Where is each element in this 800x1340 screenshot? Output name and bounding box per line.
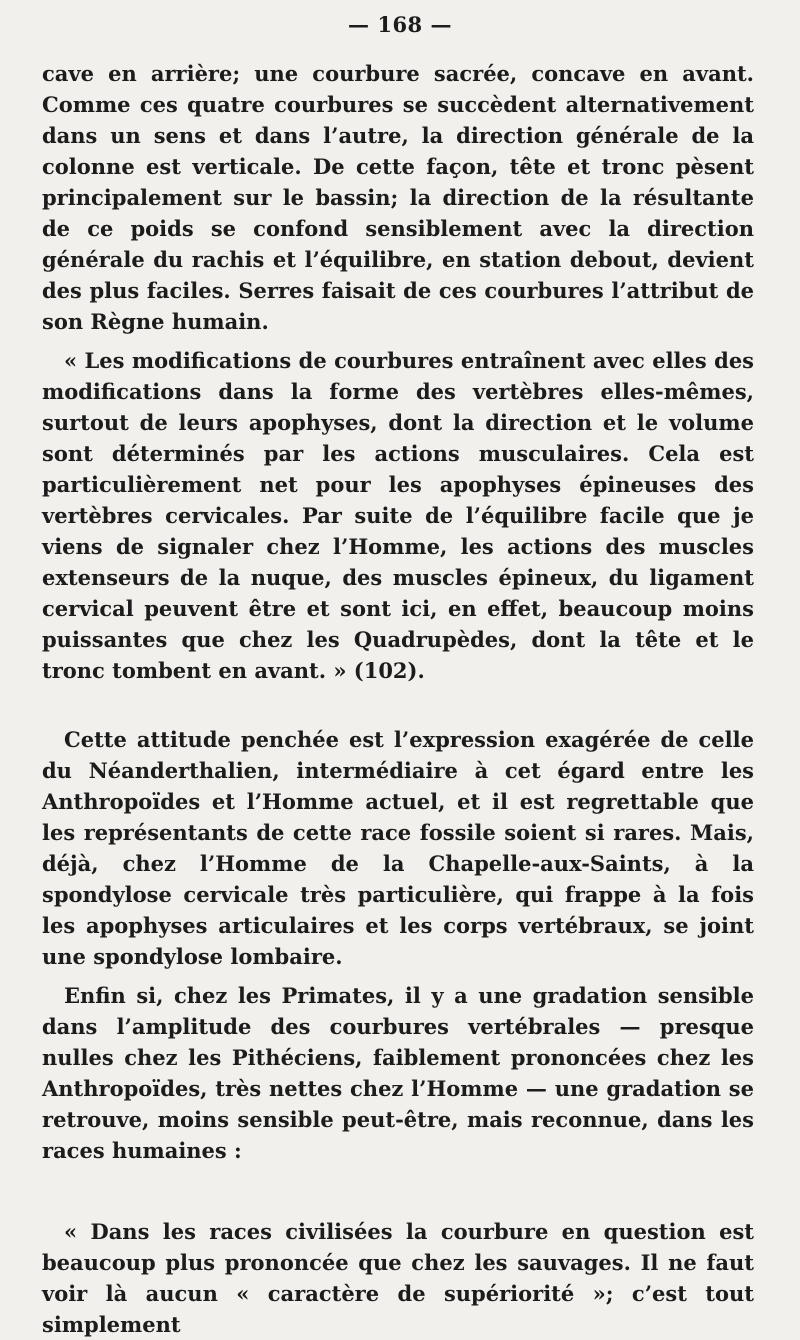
paragraph-1: cave en arrière; une courbure sacrée, concave en avant. Comme ces quatre courbures se succèdent alternativement dans un sens et dans l’autre, la direction générale de la colonne est verticale. De cette façon, tête et tronc pèsent principalement sur le bassin; la direction de la résultante de ce poids se confond sensiblement avec la direction générale du rachis et l’équilibre, en station debout, devient des plus faciles. Serres faisait de ces courbures l’attribut de son Règne humain.: [42, 61, 754, 334]
page-body: [42, 58, 754, 1340]
page-number: — 168 —: [348, 12, 452, 37]
paragraph-3: Cette attitude penchée est l’expression exagérée de celle du Néanderthalien, intermédiaire à cet égard entre les Anthropoïdes et l’Homme actuel, et il est regrettable que les représentants de cette race fossile soient si rares. Mais, déjà, chez l’Homme de la Chapelle-aux-Saints, à la spondylose cervicale très particulière, qui frappe à la fois les apophyses articulaires et les corps vertébraux, se joint une spondylose lombaire.: [42, 727, 754, 969]
paragraph-2-quote: « Les modifications de courbures entraînent avec elles des modifications dans la forme des vertèbres elles-mêmes, surtout de leurs apophyses, dont la direction et le volume sont déterminés par les actions musculaires. Cela est particulièrement net pour les apophyses épineuses des vertèbres cervicales. Par suite de l’équilibre facile que je viens de signaler chez l’Homme, les actions des muscles extenseurs de la nuque, des muscles épineux, du ligament cervical peuvent être et sont ici, en effet, beaucoup moins puissantes que chez les Quadrupèdes, dont la tête et le tronc tombent en avant. » (102).: [42, 348, 754, 683]
paragraph-4: Enfin si, chez les Primates, il y a une gradation sensible dans l’amplitude des courbures vertébrales — presque nulles chez les Pithéciens, faiblement prononcées chez les Anthropoïdes, très nettes chez l’Homme — une gradation se retrouve, moins sensible peut-être, mais reconnue, dans les races humaines :: [42, 983, 754, 1163]
paragraph-5-quote: « Dans les races civilisées la courbure en question est beaucoup plus prononcée que chez les sauvages. Il ne faut voir là aucun « caractère de supériorité »; c’est tout simplement: [42, 1219, 754, 1337]
